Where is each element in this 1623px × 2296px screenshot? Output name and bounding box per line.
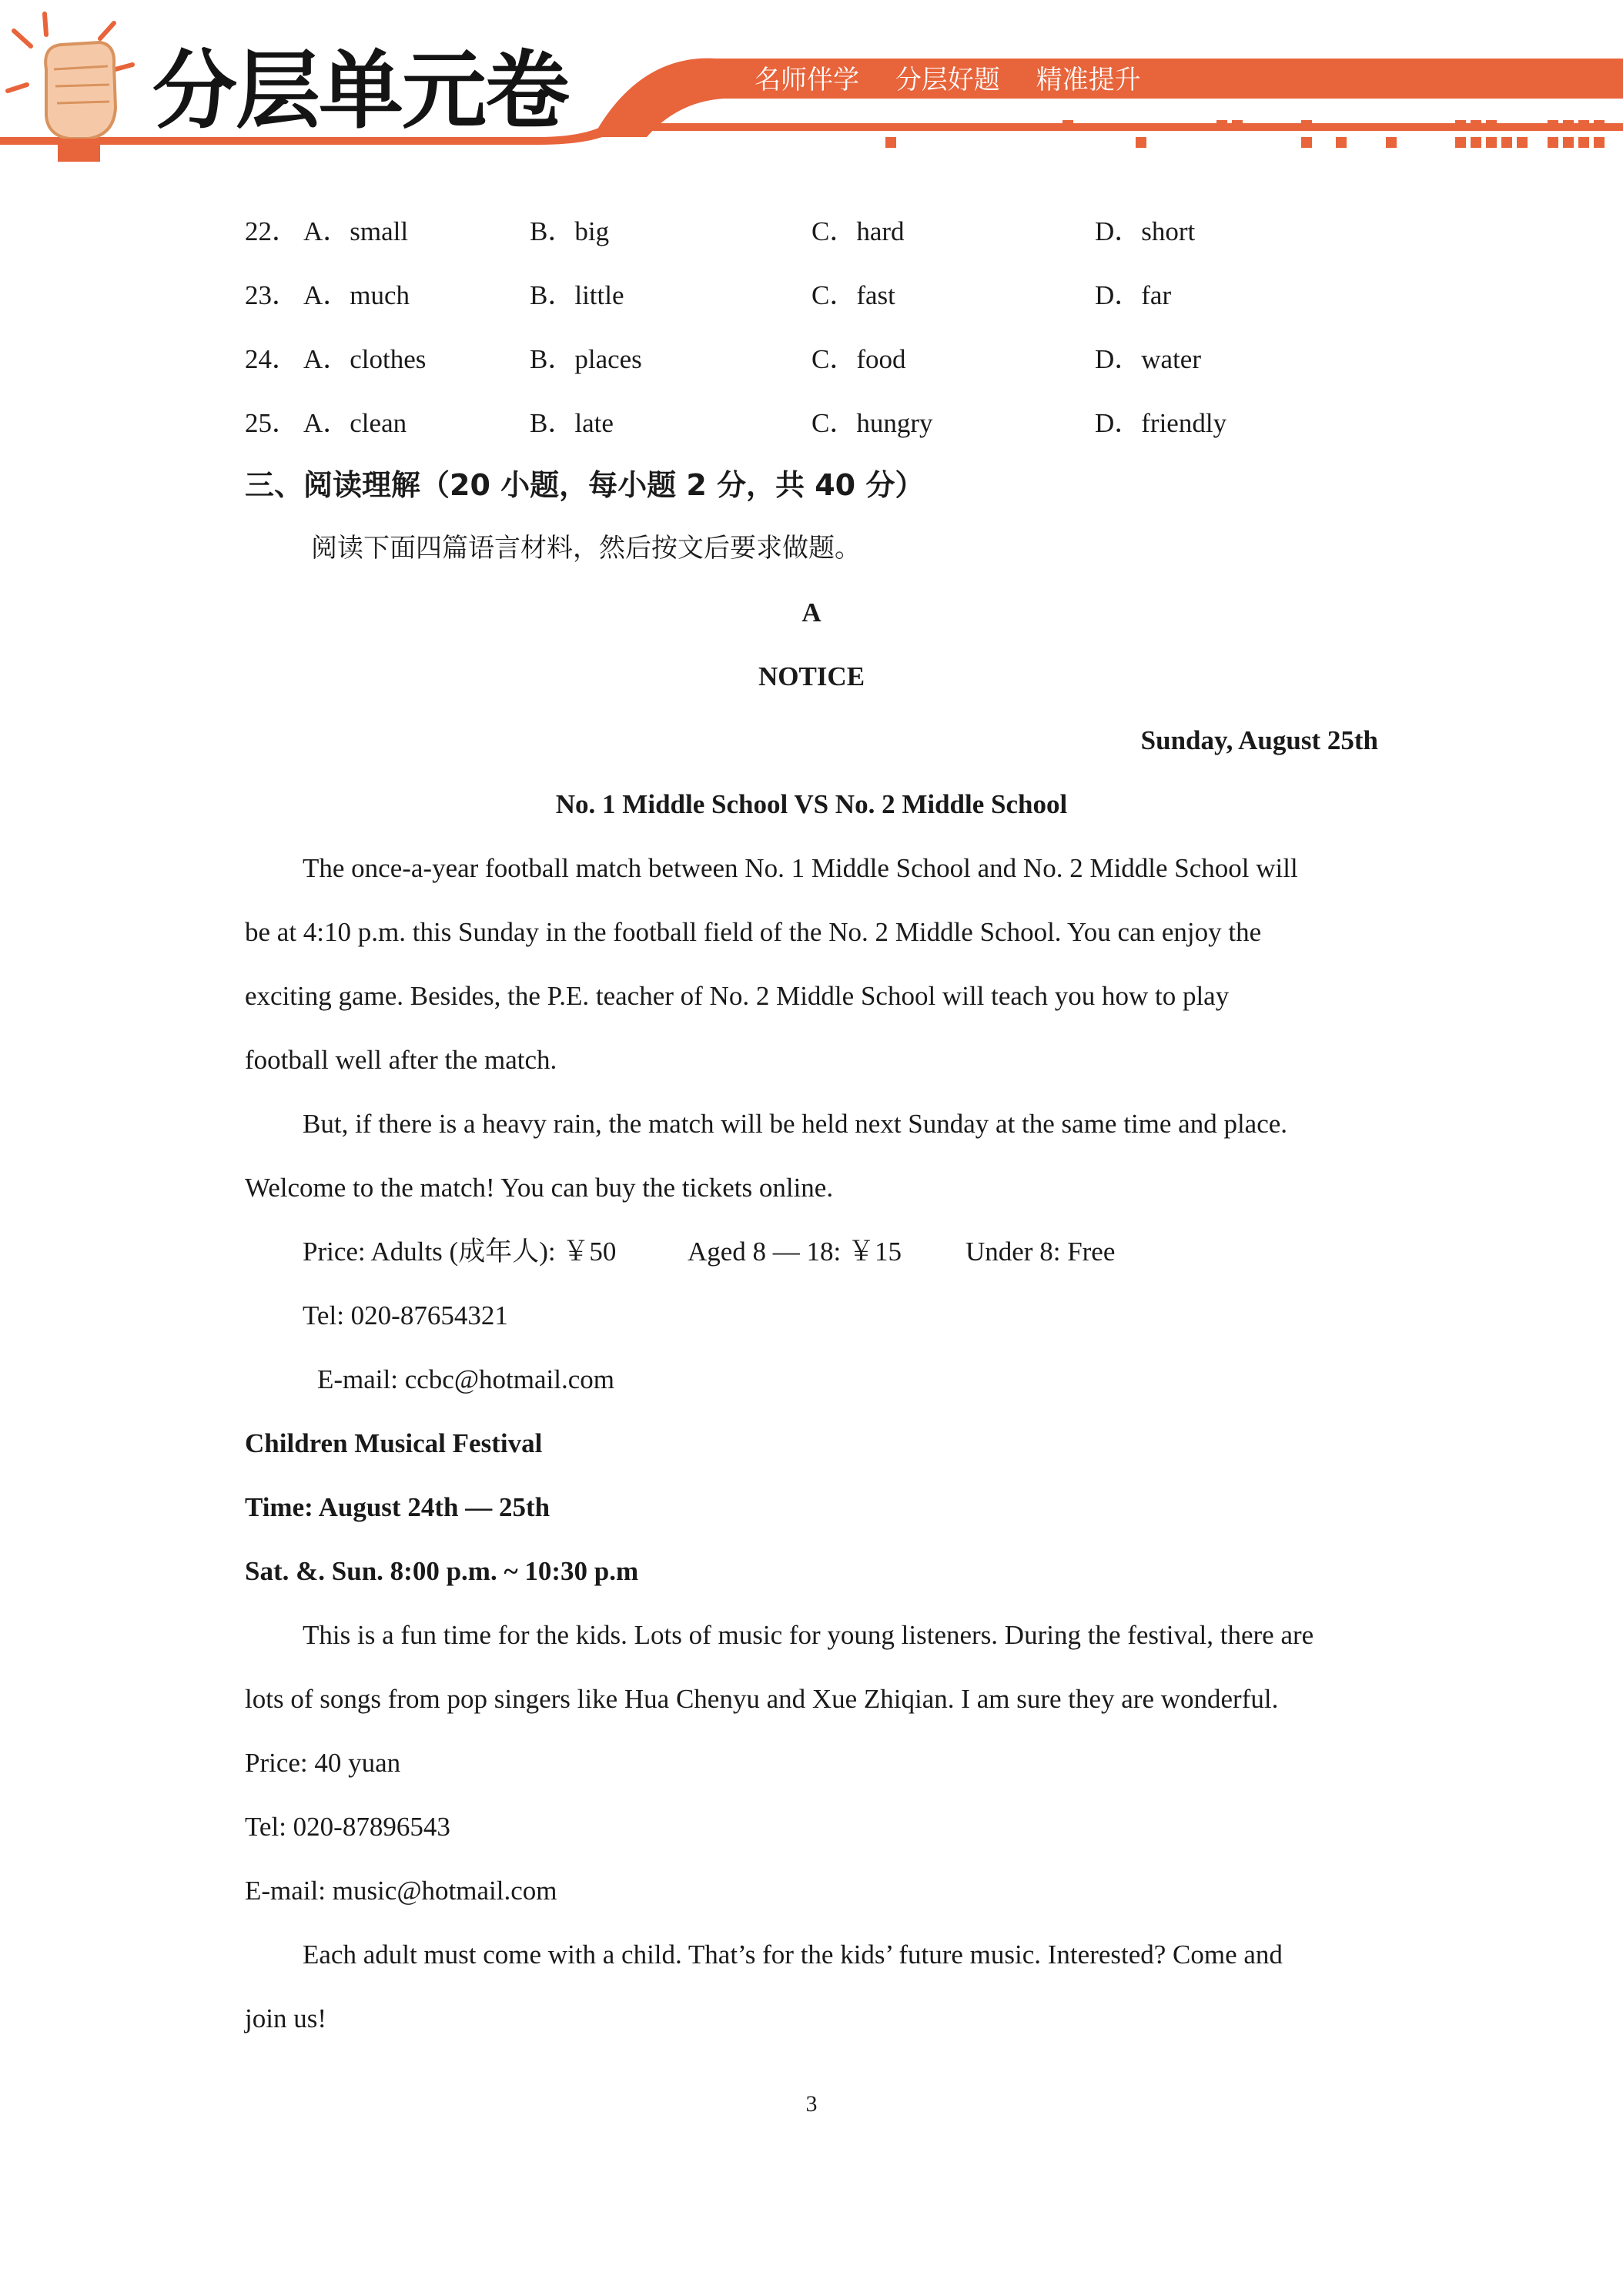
option-d: D．far: [1095, 280, 1172, 310]
option-b: B．places: [530, 344, 642, 374]
option-a: A．clean: [303, 408, 407, 438]
notice-date: Sunday, August 25th: [1140, 725, 1378, 755]
header-title: 分层单元卷: [152, 42, 568, 140]
option-c: C．hungry: [812, 408, 933, 438]
paragraph-line: lots of songs from pop singers like Hua Chenyu and Xue Zhiqian. I am sure they are wonderful.: [245, 1684, 1279, 1714]
passage-label: A: [801, 597, 822, 628]
option-d: D．water: [1095, 344, 1202, 374]
option-b: B．late: [530, 408, 614, 438]
price-adults: Price: Adults (成年人): ￥50: [303, 1237, 617, 1267]
question-row: [245, 213, 1400, 251]
question-number: 25．: [245, 408, 300, 438]
question-row: [245, 404, 1400, 443]
slogan-1: 名师伴学: [755, 65, 859, 95]
price-under: Under 8: Free: [965, 1237, 1116, 1267]
question-row: [245, 340, 1400, 379]
question-row: [245, 276, 1400, 315]
slogan-2: 分层好题: [895, 65, 1000, 95]
section-heading: 三、阅读理解（20 小题，每小题 2 分，共 40 分）: [245, 468, 925, 502]
section-instruction: 阅读下面四篇语言材料，然后按文后要求做题。: [311, 533, 861, 564]
paragraph-line: football well after the match.: [245, 1045, 557, 1075]
paragraph-line: exciting game. Besides, the P.E. teacher of No. 2 Middle School will teach you how to play: [245, 981, 1230, 1011]
question-number: 22．: [245, 216, 300, 246]
notice-title: NOTICE: [758, 661, 865, 691]
option-d: D．short: [1095, 216, 1196, 246]
page-header: [0, 0, 1623, 166]
page-number: 3: [805, 2091, 818, 2117]
festival-schedule: Sat. &. Sun. 8:00 p.m. ~ 10:30 p.m: [245, 1556, 639, 1586]
option-b: B．little: [530, 280, 624, 310]
option-c: C．hard: [812, 216, 905, 246]
paragraph-line: The once-a-year football match between No. 1 Middle School and No. 2 Middle School will: [303, 853, 1298, 883]
option-c: C．fast: [812, 280, 895, 310]
paragraph-line: be at 4:10 p.m. this Sunday in the football field of the No. 2 Middle School. You can enjoy the: [245, 917, 1262, 947]
festival-title: Children Musical Festival: [245, 1428, 543, 1458]
festival-tel: Tel: 020-87896543: [245, 1812, 450, 1842]
festival-time: Time: August 24th — 25th: [245, 1492, 550, 1522]
paragraph-line: Welcome to the match! You can buy the tickets online.: [245, 1173, 834, 1203]
notice-email: E-mail: ccbc@hotmail.com: [317, 1364, 614, 1394]
slogan-3: 精准提升: [1036, 65, 1141, 95]
header-slogan: [755, 62, 1169, 99]
festival-email: E-mail: music@hotmail.com: [245, 1876, 557, 1906]
price-aged: Aged 8 — 18: ￥15: [688, 1237, 902, 1267]
option-c: C．food: [812, 344, 906, 374]
paragraph-line: join us!: [245, 2003, 326, 2033]
paragraph-line: Each adult must come with a child. That’s for the kids’ future music. Interested? Come and: [303, 1940, 1283, 1970]
paragraph-line: But, if there is a heavy rain, the match will be held next Sunday at the same time and place.: [303, 1109, 1288, 1139]
option-d: D．friendly: [1095, 408, 1227, 438]
festival-price: Price: 40 yuan: [245, 1748, 401, 1778]
question-number: 24．: [245, 344, 300, 374]
notice-tel: Tel: 020-87654321: [303, 1300, 508, 1330]
question-number: 23．: [245, 280, 300, 310]
paragraph-line: This is a fun time for the kids. Lots of music for young listeners. During the festival, there are: [303, 1620, 1314, 1650]
option-a: A．much: [303, 280, 410, 310]
option-a: A．clothes: [303, 344, 427, 374]
option-b: B．big: [530, 216, 610, 246]
option-a: A．small: [303, 216, 409, 246]
match-title: No. 1 Middle School VS No. 2 Middle School: [555, 789, 1068, 819]
